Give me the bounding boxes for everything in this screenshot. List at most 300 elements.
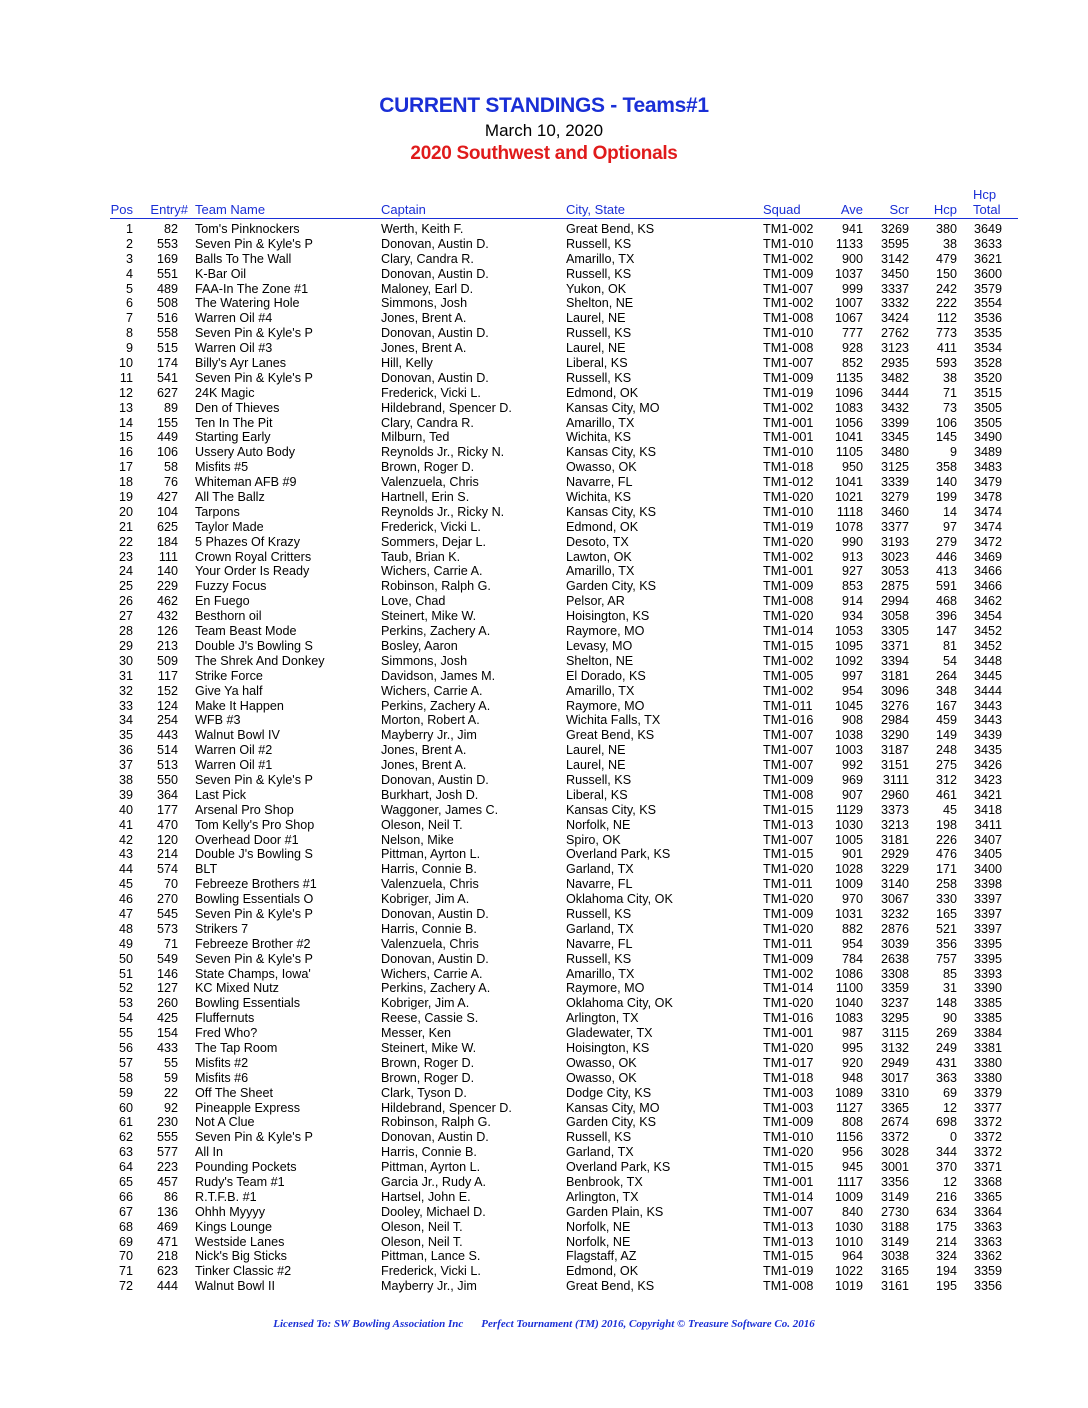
pos-cell: 72 xyxy=(118,1279,133,1294)
pos-cell: 38 xyxy=(118,772,133,787)
table-row xyxy=(0,252,1088,267)
scratch-cell: 3149 xyxy=(880,1234,909,1249)
team-name-cell: All The Ballz xyxy=(195,490,265,505)
captain-cell: Harris, Connie B. xyxy=(381,862,477,877)
scratch-cell: 3023 xyxy=(880,549,909,564)
average-cell: 1003 xyxy=(834,743,863,758)
scratch-cell: 3111 xyxy=(882,772,909,787)
entry-cell: 155 xyxy=(156,415,178,430)
city-state-cell: Russell, KS xyxy=(566,906,632,921)
pos-cell: 28 xyxy=(118,624,133,639)
handicap-total-cell: 3356 xyxy=(973,1279,1002,1294)
handicap-cell: 167 xyxy=(935,698,957,713)
handicap-cell: 264 xyxy=(935,668,957,683)
table-row xyxy=(0,1264,1088,1279)
table-row xyxy=(0,952,1088,967)
table-row xyxy=(0,713,1088,728)
table-row xyxy=(0,445,1088,460)
entry-cell: 509 xyxy=(156,653,178,668)
city-state-cell: Edmond, OK xyxy=(566,385,639,400)
pos-cell: 41 xyxy=(118,817,133,832)
team-name-cell: Off The Sheet xyxy=(195,1085,273,1100)
scratch-cell: 3424 xyxy=(880,311,909,326)
entry-cell: 551 xyxy=(156,266,178,281)
squad-cell: TM1-009 xyxy=(763,951,814,966)
table-row xyxy=(0,1220,1088,1235)
team-name-cell: The Watering Hole xyxy=(195,296,300,311)
pos-cell: 6 xyxy=(125,296,133,311)
pos-cell: 58 xyxy=(118,1070,133,1085)
table-row xyxy=(0,1190,1088,1205)
handicap-total-cell: 3600 xyxy=(973,266,1002,281)
table-row xyxy=(0,1056,1088,1071)
handicap-total-cell: 3426 xyxy=(973,758,1002,773)
city-state-cell: Garland, TX xyxy=(566,862,634,877)
squad-cell: TM1-009 xyxy=(763,266,814,281)
scratch-cell: 3377 xyxy=(880,519,909,534)
handicap-total-cell: 3368 xyxy=(973,1175,1002,1189)
average-cell: 999 xyxy=(841,281,863,296)
handicap-total-cell: 3439 xyxy=(973,728,1002,743)
team-name-cell: Team Beast Mode xyxy=(195,624,297,639)
squad-cell: TM1-015 xyxy=(763,1249,814,1264)
squad-cell: TM1-015 xyxy=(763,847,814,862)
average-cell: 920 xyxy=(841,1055,863,1070)
handicap-total-cell: 3444 xyxy=(973,683,1002,698)
table-row xyxy=(0,1145,1088,1160)
handicap-cell: 165 xyxy=(935,906,957,921)
handicap-total-cell: 3372 xyxy=(973,1115,1002,1130)
pos-cell: 4 xyxy=(125,266,133,281)
squad-cell: TM1-002 xyxy=(763,966,814,981)
average-cell: 941 xyxy=(841,222,863,236)
city-state-cell: Laurel, NE xyxy=(566,311,626,326)
table-row xyxy=(0,326,1088,341)
team-name-cell: Pineapple Express xyxy=(195,1100,301,1115)
handicap-cell: 90 xyxy=(942,1011,957,1026)
average-cell: 945 xyxy=(841,1160,863,1175)
scratch-cell: 3181 xyxy=(880,832,909,847)
captain-cell: Harris, Connie B. xyxy=(381,921,477,936)
table-row xyxy=(0,654,1088,669)
team-name-cell: Seven Pin & Kyle's P xyxy=(195,370,313,385)
handicap-total-cell: 3649 xyxy=(973,222,1002,236)
entry-cell: 70 xyxy=(163,877,178,892)
entry-cell: 230 xyxy=(156,1115,178,1130)
captain-cell: Taub, Brian K. xyxy=(381,549,461,564)
captain-cell: Kobriger, Jim A. xyxy=(381,892,470,907)
city-state-cell: Overland Park, KS xyxy=(566,847,671,862)
team-name-cell: R.T.F.B. #1 xyxy=(195,1189,257,1204)
captain-cell: Burkhart, Josh D. xyxy=(381,787,479,802)
team-name-cell: Strikers 7 xyxy=(195,921,249,936)
table-row xyxy=(0,609,1088,624)
pos-cell: 62 xyxy=(118,1130,133,1145)
city-state-cell: Great Bend, KS xyxy=(566,1279,655,1294)
captain-cell: Pittman, Ayrton L. xyxy=(381,1160,481,1175)
handicap-cell: 461 xyxy=(935,787,957,802)
table-row xyxy=(0,520,1088,535)
scratch-cell: 3460 xyxy=(880,504,909,519)
entry-cell: 104 xyxy=(156,504,178,519)
table-row xyxy=(0,371,1088,386)
scratch-cell: 3193 xyxy=(880,534,909,549)
team-name-cell: Double J's Bowling S xyxy=(195,847,313,862)
handicap-total-cell: 3466 xyxy=(973,579,1002,594)
squad-cell: TM1-019 xyxy=(763,1264,814,1279)
average-cell: 1028 xyxy=(834,862,863,877)
scratch-cell: 3394 xyxy=(880,653,909,668)
squad-cell: TM1-010 xyxy=(763,236,814,251)
handicap-total-cell: 3621 xyxy=(973,251,1002,266)
squad-cell: TM1-015 xyxy=(763,1160,814,1175)
scratch-cell: 2638 xyxy=(880,951,909,966)
squad-cell: TM1-009 xyxy=(763,370,814,385)
scratch-cell: 3595 xyxy=(880,236,909,251)
pos-cell: 44 xyxy=(118,862,133,877)
city-state-cell: Yukon, OK xyxy=(566,281,627,296)
entry-cell: 127 xyxy=(156,981,178,996)
handicap-cell: 14 xyxy=(942,504,957,519)
average-cell: 913 xyxy=(841,549,863,564)
average-cell: 1129 xyxy=(835,802,863,817)
pos-cell: 61 xyxy=(118,1115,133,1130)
captain-cell: Robinson, Ralph G. xyxy=(381,579,491,594)
squad-cell: TM1-010 xyxy=(763,504,814,519)
pos-cell: 59 xyxy=(118,1085,133,1100)
handicap-total-cell: 3554 xyxy=(973,296,1002,311)
handicap-cell: 145 xyxy=(935,430,957,445)
scratch-cell: 3132 xyxy=(880,1040,909,1055)
average-cell: 970 xyxy=(841,892,863,907)
city-state-cell: Amarillo, TX xyxy=(566,966,635,981)
table-row xyxy=(0,1235,1088,1250)
table-row xyxy=(0,624,1088,639)
average-cell: 1009 xyxy=(834,877,863,892)
city-state-cell: Raymore, MO xyxy=(566,698,645,713)
team-name-cell: Rudy's Team #1 xyxy=(195,1175,285,1189)
table-row xyxy=(0,1175,1088,1190)
city-state-cell: Arlington, TX xyxy=(566,1189,639,1204)
city-state-cell: Kansas City, MO xyxy=(566,1100,660,1115)
handicap-cell: 269 xyxy=(935,1026,957,1041)
captain-cell: Morton, Robert A. xyxy=(381,713,480,728)
col-header-squad: Squad xyxy=(763,202,801,217)
scratch-cell: 3310 xyxy=(880,1085,909,1100)
squad-cell: TM1-002 xyxy=(763,251,814,266)
table-row xyxy=(0,1130,1088,1145)
city-state-cell: Owasso, OK xyxy=(566,1070,637,1085)
entry-cell: 169 xyxy=(156,251,178,266)
table-row xyxy=(0,267,1088,282)
scratch-cell: 3039 xyxy=(880,936,909,951)
average-cell: 927 xyxy=(841,564,863,579)
team-name-cell: Febreeze Brother #2 xyxy=(195,936,311,951)
city-state-cell: Garden City, KS xyxy=(566,1115,657,1130)
handicap-total-cell: 3384 xyxy=(973,1026,1002,1041)
entry-cell: 471 xyxy=(156,1234,178,1249)
table-row xyxy=(0,996,1088,1011)
entry-cell: 120 xyxy=(156,832,178,847)
city-state-cell: Russell, KS xyxy=(566,236,632,251)
captain-cell: Donovan, Austin D. xyxy=(381,236,489,251)
table-row xyxy=(0,475,1088,490)
scratch-cell: 2674 xyxy=(880,1115,909,1130)
scratch-cell: 3165 xyxy=(880,1264,909,1279)
entry-cell: 550 xyxy=(156,772,178,787)
entry-cell: 573 xyxy=(156,921,178,936)
scratch-cell: 3229 xyxy=(880,862,909,877)
entry-cell: 174 xyxy=(156,356,178,371)
captain-cell: Davidson, James M. xyxy=(381,668,496,683)
team-name-cell: Warren Oil #1 xyxy=(195,758,273,773)
captain-cell: Reese, Cassie S. xyxy=(381,1011,479,1026)
table-row xyxy=(0,341,1088,356)
pos-cell: 63 xyxy=(118,1145,133,1160)
scratch-cell: 3038 xyxy=(880,1249,909,1264)
captain-cell: Brown, Roger D. xyxy=(381,460,475,475)
handicap-cell: 38 xyxy=(942,370,957,385)
average-cell: 1135 xyxy=(835,370,863,385)
pos-cell: 17 xyxy=(118,460,133,475)
average-cell: 1100 xyxy=(835,981,863,996)
handicap-total-cell: 3379 xyxy=(973,1085,1002,1100)
city-state-cell: Edmond, OK xyxy=(566,1264,639,1279)
captain-cell: Jones, Brent A. xyxy=(381,311,467,326)
captain-cell: Brown, Roger D. xyxy=(381,1070,475,1085)
average-cell: 882 xyxy=(841,921,863,936)
table-row xyxy=(0,907,1088,922)
handicap-cell: 9 xyxy=(949,445,957,460)
handicap-total-cell: 3363 xyxy=(973,1234,1002,1249)
col-header-hcp: Hcp xyxy=(933,202,957,217)
scratch-cell: 3305 xyxy=(880,624,909,639)
pos-cell: 12 xyxy=(118,385,133,400)
city-state-cell: Flagstaff, AZ xyxy=(566,1249,637,1264)
pos-cell: 31 xyxy=(118,668,133,683)
team-name-cell: Taylor Made xyxy=(195,519,264,534)
handicap-total-cell: 3452 xyxy=(973,638,1002,653)
pos-cell: 23 xyxy=(118,549,133,564)
city-state-cell: Wichita, KS xyxy=(566,490,632,505)
pos-cell: 51 xyxy=(118,966,133,981)
handicap-cell: 195 xyxy=(935,1279,957,1294)
average-cell: 852 xyxy=(841,356,863,371)
handicap-cell: 69 xyxy=(942,1085,957,1100)
captain-cell: Simmons, Josh xyxy=(381,653,468,668)
city-state-cell: Benbrook, TX xyxy=(566,1175,643,1189)
squad-cell: TM1-009 xyxy=(763,772,814,787)
scratch-cell: 3001 xyxy=(880,1160,909,1175)
handicap-cell: 222 xyxy=(935,296,957,311)
squad-cell: TM1-014 xyxy=(763,1189,814,1204)
captain-cell: Donovan, Austin D. xyxy=(381,1130,489,1145)
table-row xyxy=(0,490,1088,505)
handicap-total-cell: 3505 xyxy=(973,400,1002,415)
pos-cell: 35 xyxy=(118,728,133,743)
average-cell: 1030 xyxy=(834,817,863,832)
scratch-cell: 2960 xyxy=(880,787,909,802)
table-row xyxy=(0,1086,1088,1101)
team-name-cell: Tom Kelly's Pro Shop xyxy=(195,817,315,832)
table-row xyxy=(0,1205,1088,1220)
average-cell: 995 xyxy=(841,1040,863,1055)
handicap-cell: 81 xyxy=(942,638,957,653)
city-state-cell: Raymore, MO xyxy=(566,981,645,996)
captain-cell: Hildebrand, Spencer D. xyxy=(381,400,512,415)
captain-cell: Mayberry Jr., Jim xyxy=(381,1279,477,1294)
entry-cell: 76 xyxy=(163,475,178,490)
squad-cell: TM1-009 xyxy=(763,906,814,921)
captain-cell: Clary, Candra R. xyxy=(381,251,474,266)
entry-cell: 214 xyxy=(156,847,178,862)
captain-cell: Jones, Brent A. xyxy=(381,758,467,773)
team-name-cell: Den of Thieves xyxy=(195,400,280,415)
pos-cell: 50 xyxy=(118,951,133,966)
standings-table xyxy=(0,222,1088,1294)
pos-cell: 14 xyxy=(118,415,133,430)
entry-cell: 623 xyxy=(156,1264,178,1279)
entry-cell: 146 xyxy=(156,966,178,981)
captain-cell: Clark, Tyson D. xyxy=(381,1085,467,1100)
squad-cell: TM1-020 xyxy=(763,609,814,624)
team-name-cell: 24K Magic xyxy=(195,385,255,400)
handicap-cell: 468 xyxy=(935,594,957,609)
captain-cell: Waggoner, James C. xyxy=(381,802,499,817)
squad-cell: TM1-005 xyxy=(763,668,814,683)
city-state-cell: Navarre, FL xyxy=(566,936,633,951)
handicap-total-cell: 3363 xyxy=(973,1219,1002,1234)
handicap-total-cell: 3466 xyxy=(973,564,1002,579)
squad-cell: TM1-011 xyxy=(763,698,813,713)
squad-cell: TM1-002 xyxy=(763,222,814,236)
table-row xyxy=(0,356,1088,371)
handicap-total-cell: 3390 xyxy=(973,981,1002,996)
entry-cell: 513 xyxy=(156,758,178,773)
captain-cell: Hartnell, Erin S. xyxy=(381,490,470,505)
handicap-total-cell: 3515 xyxy=(973,385,1002,400)
team-name-cell: WFB #3 xyxy=(195,713,241,728)
average-cell: 1021 xyxy=(834,490,863,505)
average-cell: 1078 xyxy=(834,519,863,534)
team-name-cell: Overhead Door #1 xyxy=(195,832,299,847)
average-cell: 948 xyxy=(841,1070,863,1085)
pos-cell: 67 xyxy=(118,1204,133,1219)
pos-cell: 46 xyxy=(118,892,133,907)
team-name-cell: Last Pick xyxy=(195,787,247,802)
handicap-total-cell: 3395 xyxy=(973,936,1002,951)
scratch-cell: 3308 xyxy=(880,966,909,981)
team-name-cell: Ten In The Pit xyxy=(195,415,273,430)
average-cell: 990 xyxy=(841,534,863,549)
entry-cell: 457 xyxy=(156,1175,178,1189)
pos-cell: 19 xyxy=(118,490,133,505)
handicap-cell: 147 xyxy=(935,624,957,639)
city-state-cell: Great Bend, KS xyxy=(566,222,655,236)
captain-cell: Donovan, Austin D. xyxy=(381,906,489,921)
entry-cell: 213 xyxy=(156,638,178,653)
city-state-cell: Russell, KS xyxy=(566,1130,632,1145)
scratch-cell: 3373 xyxy=(880,802,909,817)
scratch-cell: 3444 xyxy=(880,385,909,400)
city-state-cell: Norfolk, NE xyxy=(566,1219,631,1234)
table-row xyxy=(0,862,1088,877)
pos-cell: 54 xyxy=(118,1011,133,1026)
average-cell: 1089 xyxy=(834,1085,863,1100)
table-row xyxy=(0,1041,1088,1056)
entry-cell: 555 xyxy=(156,1130,178,1145)
handicap-cell: 150 xyxy=(935,266,957,281)
squad-cell: TM1-001 xyxy=(763,415,814,430)
city-state-cell: Russell, KS xyxy=(566,266,632,281)
average-cell: 964 xyxy=(841,1249,863,1264)
scratch-cell: 3187 xyxy=(880,743,909,758)
entry-cell: 469 xyxy=(156,1219,178,1234)
city-state-cell: Owasso, OK xyxy=(566,1055,637,1070)
entry-cell: 558 xyxy=(156,326,178,341)
team-name-cell: Give Ya half xyxy=(195,683,263,698)
city-state-cell: Russell, KS xyxy=(566,951,632,966)
team-name-cell: BLT xyxy=(195,862,218,877)
average-cell: 1037 xyxy=(834,266,863,281)
scratch-cell: 3337 xyxy=(880,281,909,296)
average-cell: 954 xyxy=(841,936,863,951)
pos-cell: 43 xyxy=(118,847,133,862)
entry-cell: 514 xyxy=(156,743,178,758)
captain-cell: Mayberry Jr., Jim xyxy=(381,728,477,743)
city-state-cell: Laurel, NE xyxy=(566,341,626,356)
squad-cell: TM1-017 xyxy=(763,1055,814,1070)
handicap-cell: 71 xyxy=(942,385,957,400)
team-name-cell: Bowling Essentials xyxy=(195,996,300,1011)
handicap-total-cell: 3418 xyxy=(973,802,1002,817)
col-header-captain: Captain xyxy=(381,202,426,217)
entry-cell: 254 xyxy=(156,713,178,728)
captain-cell: Simmons, Josh xyxy=(381,296,468,311)
average-cell: 987 xyxy=(841,1026,863,1041)
average-cell: 928 xyxy=(841,341,863,356)
city-state-cell: Navarre, FL xyxy=(566,475,633,490)
team-name-cell: Seven Pin & Kyle's P xyxy=(195,1130,313,1145)
average-cell: 1038 xyxy=(834,728,863,743)
handicap-cell: 31 xyxy=(942,981,957,996)
scratch-cell: 3058 xyxy=(880,609,909,624)
handicap-cell: 344 xyxy=(935,1145,957,1160)
pos-cell: 20 xyxy=(118,504,133,519)
handicap-cell: 226 xyxy=(935,832,957,847)
squad-cell: TM1-008 xyxy=(763,341,814,356)
entry-cell: 577 xyxy=(156,1145,178,1160)
city-state-cell: Liberal, KS xyxy=(566,356,628,371)
team-name-cell: Febreeze Brothers #1 xyxy=(195,877,317,892)
scratch-cell: 3480 xyxy=(880,445,909,460)
city-state-cell: Arlington, TX xyxy=(566,1011,639,1026)
average-cell: 1045 xyxy=(834,698,863,713)
squad-cell: TM1-002 xyxy=(763,549,814,564)
average-cell: 1096 xyxy=(834,385,863,400)
handicap-cell: 112 xyxy=(936,311,957,326)
pos-cell: 52 xyxy=(118,981,133,996)
city-state-cell: Laurel, NE xyxy=(566,743,626,758)
average-cell: 1041 xyxy=(834,475,863,490)
squad-cell: TM1-001 xyxy=(763,1026,814,1041)
entry-cell: 574 xyxy=(156,862,178,877)
squad-cell: TM1-020 xyxy=(763,921,814,936)
entry-cell: 218 xyxy=(156,1249,178,1264)
table-row xyxy=(0,728,1088,743)
city-state-cell: Russell, KS xyxy=(566,772,632,787)
pos-cell: 7 xyxy=(125,311,133,326)
